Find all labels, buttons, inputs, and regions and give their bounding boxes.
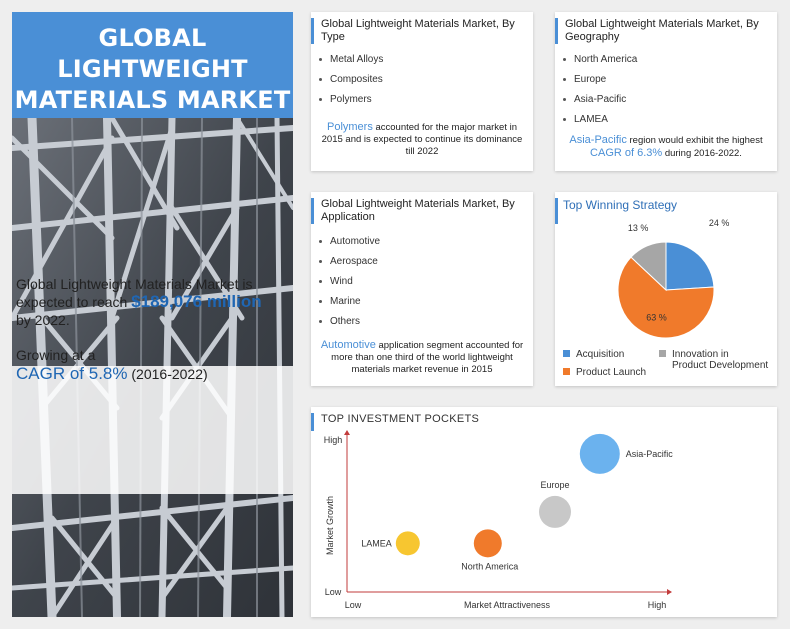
hero-line4: Growing at a [16, 347, 96, 363]
bullet-icon [319, 58, 322, 61]
list-item: Composites [319, 70, 383, 90]
bubble-north-america [474, 529, 502, 557]
by-application-list [319, 232, 380, 332]
bubble-label-asia-pacific: Asia-Pacific [625, 448, 673, 459]
bubble-label-europe: Europe [540, 479, 570, 490]
bullet-icon [563, 58, 566, 61]
by-geography-list [563, 50, 637, 130]
list-item: Metal Alloys [319, 50, 383, 70]
bullet-icon [319, 98, 322, 101]
hero-cagr [16, 365, 208, 383]
bubble-label-lamea: LAMEA [361, 538, 392, 549]
by-geography-title: Global Lightweight Materials Market, By Geography [565, 18, 759, 43]
bubble-asia-pacific [580, 434, 620, 474]
note-highlight: Asia-Pacific [569, 134, 627, 146]
market-value: $189,076 million [131, 292, 262, 311]
y-tick-high: High [323, 435, 343, 445]
list-item: Automotive [319, 232, 380, 252]
bubble-chart [311, 407, 777, 617]
list-item: Others [319, 312, 380, 332]
hero-title-line2: MATERIALS MARKET [14, 86, 291, 114]
bullet-icon [319, 240, 322, 243]
hero-line1: Global Lightweight Materials Market is [16, 276, 253, 292]
card-accent-bar [311, 198, 314, 224]
list-item: Aerospace [319, 252, 380, 272]
note-highlight: Polymers [327, 121, 373, 133]
note-highlight-cagr: CAGR of 6.3% [590, 147, 663, 159]
legend-acquisition: Acquisition [563, 349, 624, 360]
by-geography-card [555, 12, 777, 171]
list-item: Polymers [319, 90, 383, 110]
investment-card [311, 407, 777, 617]
legend-swatch [659, 350, 666, 357]
by-application-note: Automotive application segment accounted for more than one third of the world lightweight materials market revenue in 2015 [320, 339, 524, 375]
x-tick-low: Low [344, 600, 362, 610]
by-type-title: Global Lightweight Materials Market, By Type [321, 18, 515, 43]
list-item: Marine [319, 292, 380, 312]
by-application-card [311, 192, 533, 386]
bubble-europe [539, 496, 571, 528]
x-axis-label: Market Attractiveness [463, 600, 551, 610]
pie-label-innovation-in-product-development: 13 % [627, 222, 649, 233]
cagr-period: (2016-2022) [127, 366, 208, 382]
pie-slice-acquisition [666, 242, 714, 290]
strategy-card [555, 192, 777, 386]
list-item: North America [563, 50, 637, 70]
strategy-title: Top Winning Strategy [563, 198, 678, 212]
hero-header [12, 12, 293, 118]
legend-swatch [563, 368, 570, 375]
bullet-icon [319, 280, 322, 283]
pie-label-acquisition: 24 % [708, 217, 730, 228]
bullet-icon [563, 98, 566, 101]
note-highlight: Automotive [320, 339, 376, 351]
bullet-icon [563, 78, 566, 81]
list-item: Wind [319, 272, 380, 292]
y-tick-low: Low [324, 587, 342, 597]
cagr-value: CAGR of 5.8% [16, 364, 128, 383]
list-item: Europe [563, 70, 637, 90]
y-axis-label: Market Growth [325, 495, 335, 556]
investment-title: TOP INVESTMENT POCKETS [321, 413, 480, 425]
list-item: LAMEA [563, 110, 637, 130]
hero-panel [12, 12, 293, 617]
x-tick-high: High [647, 600, 667, 610]
bullet-icon [563, 118, 566, 121]
card-accent-bar [311, 18, 314, 44]
by-type-card [311, 12, 533, 171]
legend-swatch [563, 350, 570, 357]
by-type-note: Polymers accounted for the major market in 2015 and is expected to continue its dominance till 2022 [321, 121, 523, 157]
y-axis-arrow-icon [344, 430, 350, 435]
bullet-icon [319, 260, 322, 263]
pie-label-product-launch: 63 % [646, 312, 667, 323]
bubble-label-north-america: North America [461, 561, 519, 572]
list-item: Asia-Pacific [563, 90, 637, 110]
bullet-icon [319, 300, 322, 303]
x-axis-arrow-icon [667, 589, 672, 595]
hero-title [12, 12, 293, 116]
hero-info-band [12, 366, 293, 494]
hero-line2 [16, 293, 262, 311]
legend-product-launch: Product Launch [563, 367, 646, 378]
hero-line3: by 2022. [16, 312, 70, 328]
hero-title-line1: GLOBAL LIGHTWEIGHT [57, 24, 248, 83]
hero-line2-prefix: expected to reach [16, 294, 132, 310]
bubble-lamea [396, 531, 420, 555]
bullet-icon [319, 320, 322, 323]
by-application-title: Global Lightweight Materials Market, By Application [321, 198, 515, 223]
by-geography-note: Asia-Pacific region would exhibit the highest CAGR of 6.3% during 2016-2022. [569, 134, 763, 159]
card-accent-bar [555, 18, 558, 44]
legend-innovation: Innovation in Product Development [659, 349, 768, 371]
bullet-icon [319, 78, 322, 81]
by-type-list [319, 50, 383, 110]
